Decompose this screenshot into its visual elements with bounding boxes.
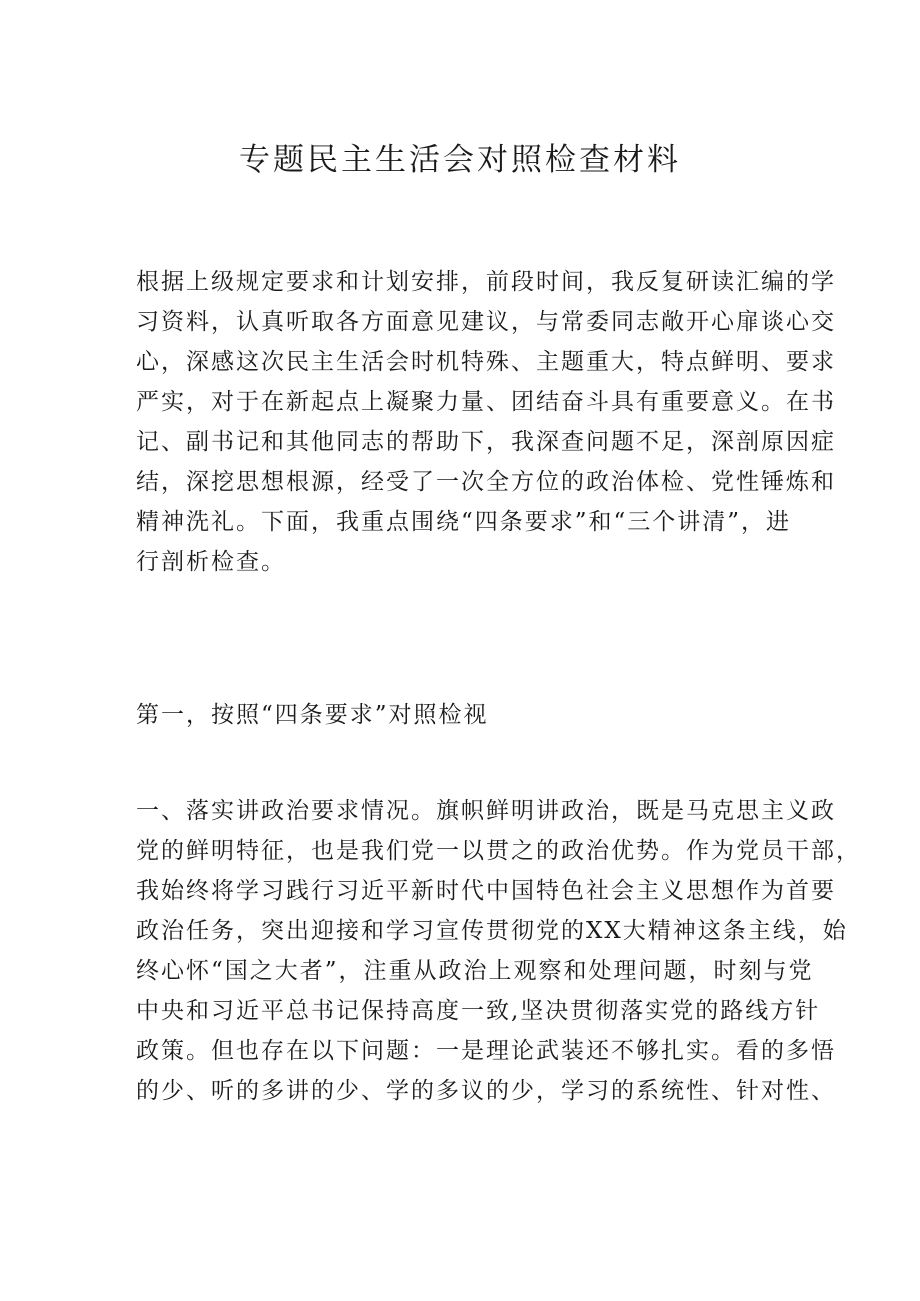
text-line: 行剖析检查。	[136, 549, 286, 575]
text-line: 精神洗礼。下面，我重点围绕“四条要求”和“三个讲清”，进	[136, 509, 792, 535]
text-line: 党的鲜明特征，也是我们党一以贯之的政治优势。作为党员干部，	[136, 838, 861, 864]
text-line: 结，深挖思想根源，经受了一次全方位的政治体检、党性锤炼和	[136, 469, 836, 495]
text-line: 心，深感这次民主生活会时机特殊、主题重大，特点鲜明、要求	[136, 349, 836, 375]
section-heading-text: 第一，按照“四条要求”对照检视	[136, 702, 489, 728]
text-line: 的少、听的多讲的少、学的多议的少，学习的系统性、针对性、	[136, 1078, 836, 1104]
section-one-paragraph	[136, 791, 861, 1111]
text-line: 政治任务，突出迎接和学习宣传贯彻党的XX大精神这条主线，始	[136, 918, 848, 944]
text-line: 严实，对于在新起点上凝聚力量、团结奋斗具有重要意义。在书	[136, 389, 836, 415]
text-line: 终心怀“国之大者”，注重从政治上观察和处理问题，时刻与党	[136, 958, 814, 984]
text-line: 根据上级规定要求和计划安排，前段时间，我反复研读汇编的学	[136, 269, 836, 295]
text-line: 记、副书记和其他同志的帮助下，我深查问题不足，深剖原因症	[136, 429, 836, 455]
document-title: 专题民主生活会对照检查材料	[239, 142, 681, 178]
text-line: 中央和习近平总书记保持高度一致,坚决贯彻落实党的路线方针	[136, 998, 821, 1024]
text-line: 我始终将学习践行习近平新时代中国特色社会主义思想作为首要	[136, 878, 836, 904]
section-heading	[136, 695, 788, 735]
text-line: 习资料，认真听取各方面意见建议，与常委同志敞开心扉谈心交	[136, 309, 836, 335]
intro-paragraph	[136, 262, 836, 582]
text-line: 政策。但也存在以下问题：一是理论武装还不够扎实。看的多悟	[136, 1038, 836, 1064]
text-line: 一、落实讲政治要求情况。旗帜鲜明讲政治，既是马克思主义政	[136, 798, 836, 824]
